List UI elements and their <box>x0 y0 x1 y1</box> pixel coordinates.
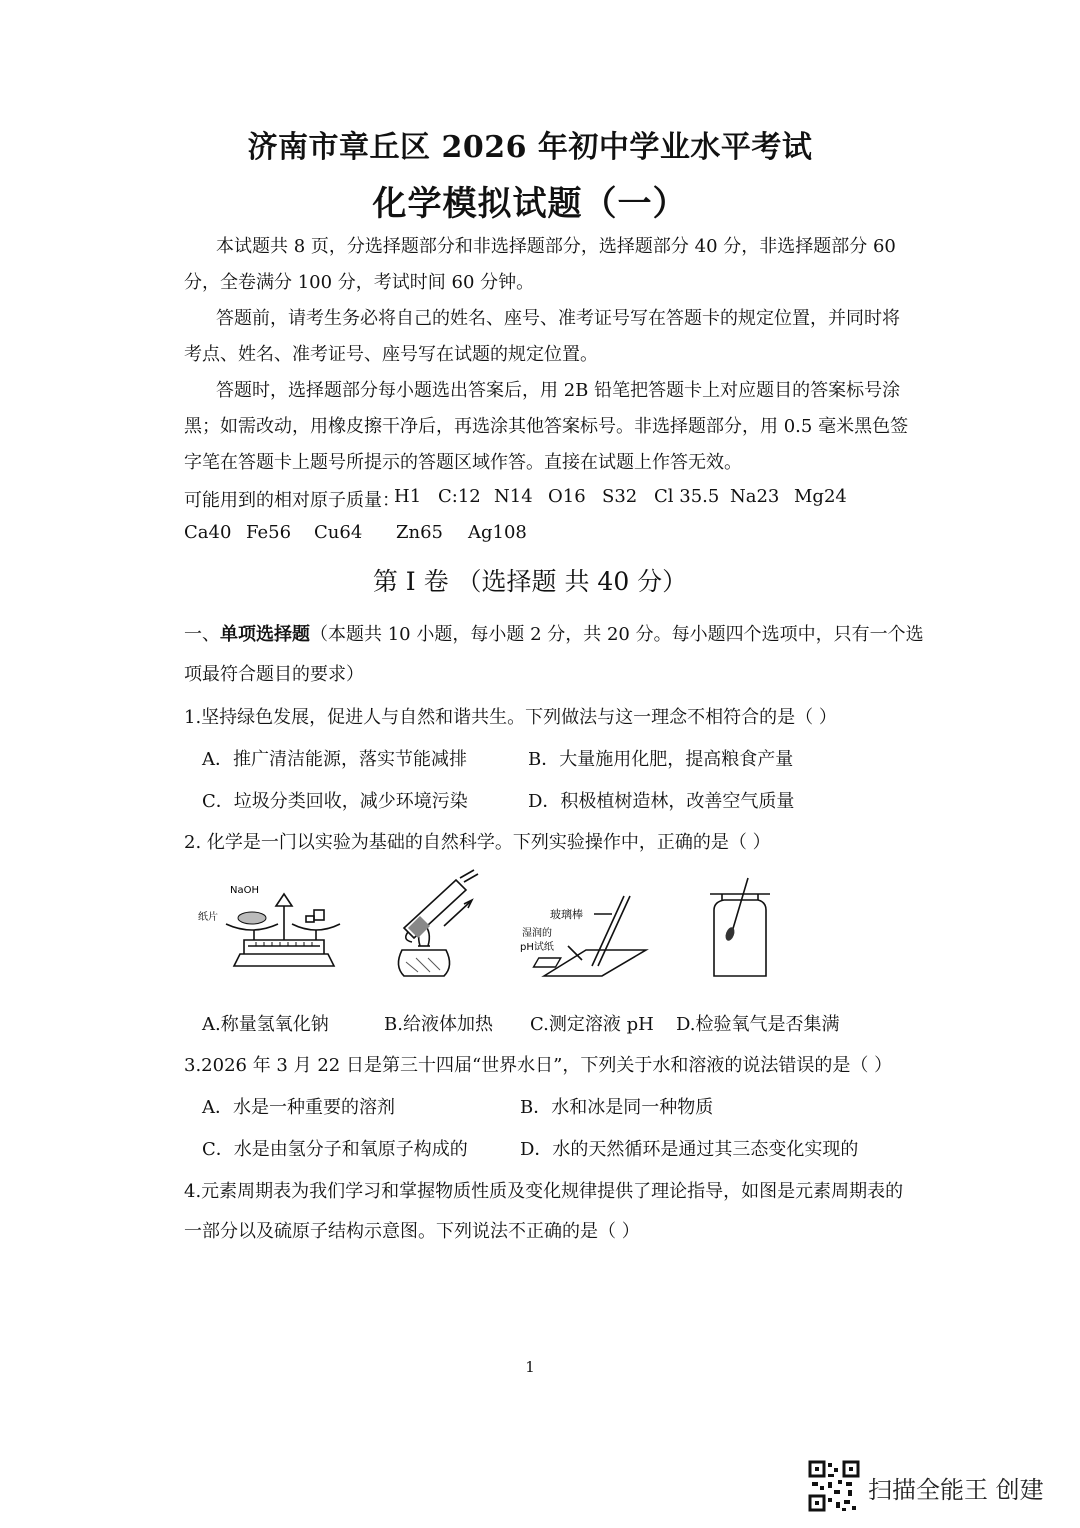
option-c: C．水是由氢分子和氧原子构成的 <box>202 1139 468 1160</box>
fig-label-wet-ph-2: pH试纸 <box>520 942 554 953</box>
atomic-mass-item: Mg24 <box>794 486 847 507</box>
figure-caption-d: D.检验氧气是否集满 <box>676 1014 840 1035</box>
atomic-mass-item: O16 <box>548 486 586 507</box>
atomic-mass-item: C:12 <box>438 486 481 507</box>
atomic-mass-item: Cl 35.5 <box>654 486 720 507</box>
heating-figure <box>374 866 494 986</box>
option-c: C．垃圾分类回收，减少环境污染 <box>202 791 468 812</box>
atomic-mass-item: Ag108 <box>468 522 527 543</box>
lamp-hatch <box>406 958 440 972</box>
option-a: A．水是一种重要的溶剂 <box>202 1097 395 1118</box>
instruction-line: 分，全卷满分 100 分，考试时间 60 分钟。 <box>184 272 535 293</box>
atomic-mass-label: 可能用到的相对原子质量： <box>184 490 400 511</box>
balance-body <box>226 894 340 966</box>
section-heading: 第 I 卷 （选择题 共 40 分） <box>372 567 688 596</box>
figure-caption-b: B.给液体加热 <box>384 1014 493 1035</box>
scanner-watermark: 扫描全能王 创建 <box>868 1476 1044 1504</box>
atomic-mass-item: Ca40 <box>184 522 232 543</box>
glowing-splint <box>724 926 736 942</box>
option-a: A．推广清洁能源，落实节能减排 <box>202 749 467 770</box>
fig-label-paper: 纸片 <box>198 912 218 923</box>
instruction-line: 答题时，选择题部分每小题选出答案后，用 2B 铅笔把答题卡上对应题目的答案标号涂 <box>216 380 901 401</box>
question-stem: 3.2026 年 3 月 22 日是第三十四届“世界水日”，下列关于水和溶液的说法错误的是（ ） <box>184 1055 893 1076</box>
gas-jar <box>710 878 770 976</box>
instruction-line: 本试题共 8 页，分选择题部分和非选择题部分，选择题部分 40 分，非选择题部分 60 <box>216 236 896 257</box>
atomic-mass-item: H1 <box>394 486 422 507</box>
fig-label-naoh: NaOH <box>230 885 259 896</box>
atomic-mass-item: Cu64 <box>314 522 363 543</box>
fig-label-glass-rod: 玻璃棒 <box>550 908 583 921</box>
atomic-mass-item: Na23 <box>730 486 780 507</box>
instruction-line: 黑；如需改动，用橡皮擦干净后，再选涂其他答案标号。非选择题部分，用 0.5 毫米黑色签 <box>184 416 909 437</box>
option-d: D．积极植树造林，改善空气质量 <box>528 791 795 812</box>
part-description: （本题共 10 小题，每小题 2 分，共 20 分。每小题四个选项中，只有一个选 <box>310 624 924 645</box>
option-d: D．水的天然循环是通过其三态变化实现的 <box>520 1139 859 1160</box>
balance-figure <box>196 880 356 975</box>
part-name: 单项选择题 <box>220 624 310 645</box>
figure-caption-c: C.测定溶液 pH <box>530 1014 654 1035</box>
heating-apparatus <box>398 870 478 976</box>
qr-code-icon <box>808 1460 860 1512</box>
question-stem: 1.坚持绿色发展，促进人与自然和谐共生。下列做法与这一理念不相符合的是（ ） <box>184 707 837 728</box>
question-stem: 2. 化学是一门以实验为基础的自然科学。下列实验操作中，正确的是（ ） <box>184 832 771 853</box>
fig-label-wet-ph-1: 湿润的 <box>522 928 552 939</box>
question-stem-cont: 一部分以及硫原子结构示意图。下列说法不正确的是（ ） <box>184 1221 640 1242</box>
naoh-pile <box>238 912 266 924</box>
option-b: B．大量施用化肥，提高粮食产量 <box>528 749 794 770</box>
question-stem: 4.元素周期表为我们学习和掌握物质性质及变化规律提供了理论指导，如图是元素周期表的 <box>184 1181 904 1202</box>
exam-title: 济南市章丘区 2026 年初中学业水平考试 <box>247 130 813 165</box>
instruction-line: 字笔在答题卡上题号所提示的答题区域作答。直接在试题上作答无效。 <box>184 452 742 473</box>
figure-caption-a: A.称量氢氧化钠 <box>202 1014 329 1035</box>
option-b: B．水和冰是同一种物质 <box>520 1097 714 1118</box>
ph-test-figure <box>516 890 666 980</box>
atomic-mass-item: Fe56 <box>246 522 292 543</box>
instruction-line: 答题前，请考生务必将自己的姓名、座号、准考证号写在答题卡的规定位置，并同时将 <box>216 308 900 329</box>
page-number: 1 <box>525 1358 535 1376</box>
atomic-mass-item: Zn65 <box>396 522 444 543</box>
oxygen-test-figure <box>700 876 780 982</box>
atomic-mass-item: N14 <box>494 486 533 507</box>
part-title <box>184 620 924 646</box>
atomic-mass-item: S32 <box>602 486 638 507</box>
exam-subtitle: 化学模拟试题（一） <box>372 184 688 224</box>
instruction-line: 考点、姓名、准考证号、座号写在试题的规定位置。 <box>184 344 598 365</box>
part-number: 一、 <box>184 624 220 645</box>
part-description-cont: 项最符合题目的要求） <box>184 664 364 685</box>
